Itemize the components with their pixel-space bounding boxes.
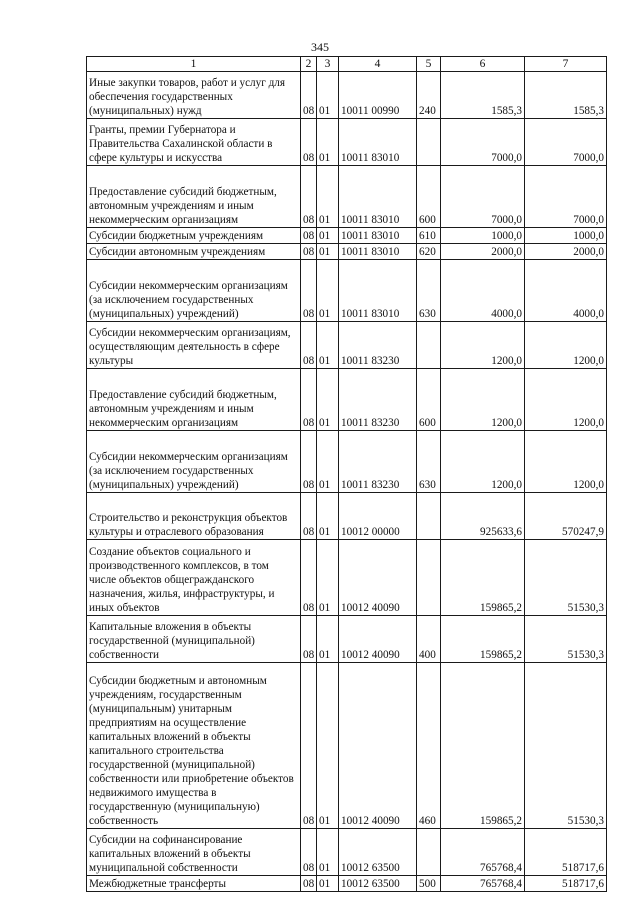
column-header: 4 xyxy=(339,57,417,72)
row-name-cell: Предоставление субсидий бюджетным, автономным учреждениям и иным некоммерческим организациям xyxy=(87,369,301,431)
row-c4-cell: 10011 83010 xyxy=(339,244,417,260)
row-c4-cell: 10012 40090 xyxy=(339,663,417,829)
row-c6-cell: 159865,2 xyxy=(441,540,525,616)
row-c5-cell xyxy=(417,322,441,369)
row-c3-cell: 01 xyxy=(317,876,339,892)
row-c7-cell: 7000,0 xyxy=(525,119,607,166)
row-name-cell: Субсидии некоммерческим организациям, осуществляющим деятельность в сфере культуры xyxy=(87,322,301,369)
row-c3-cell: 01 xyxy=(317,166,339,228)
row-c6-cell: 1585,3 xyxy=(441,72,525,119)
row-c5-cell: 620 xyxy=(417,244,441,260)
row-c5-cell: 630 xyxy=(417,431,441,493)
table-row xyxy=(87,616,607,663)
row-c7-cell: 518717,6 xyxy=(525,876,607,892)
table-row xyxy=(87,431,607,493)
column-header: 2 xyxy=(301,57,317,72)
row-c3-cell: 01 xyxy=(317,369,339,431)
row-c6-cell: 765768,4 xyxy=(441,876,525,892)
row-c4-cell: 10011 83010 xyxy=(339,228,417,244)
row-c5-cell: 400 xyxy=(417,616,441,663)
column-header: 3 xyxy=(317,57,339,72)
row-c3-cell: 01 xyxy=(317,322,339,369)
row-name-cell: Субсидии автономным учреждениям xyxy=(87,244,301,260)
row-c2-cell: 08 xyxy=(301,166,317,228)
table-row xyxy=(87,493,607,540)
row-name-cell: Предоставление субсидий бюджетным, автономным учреждениям и иным некоммерческим организациям xyxy=(87,166,301,228)
row-c3-cell: 01 xyxy=(317,493,339,540)
table-row xyxy=(87,72,607,119)
row-name-cell: Межбюджетные трансферты xyxy=(87,876,301,892)
row-c3-cell: 01 xyxy=(317,244,339,260)
row-c7-cell: 51530,3 xyxy=(525,663,607,829)
row-c5-cell xyxy=(417,493,441,540)
table-row xyxy=(87,260,607,322)
row-c4-cell: 10012 40090 xyxy=(339,616,417,663)
row-c7-cell: 1200,0 xyxy=(525,322,607,369)
row-c2-cell: 08 xyxy=(301,540,317,616)
row-c6-cell: 1200,0 xyxy=(441,322,525,369)
row-c4-cell: 10011 83010 xyxy=(339,166,417,228)
row-c6-cell: 159865,2 xyxy=(441,616,525,663)
table-row xyxy=(87,876,607,892)
row-c3-cell: 01 xyxy=(317,228,339,244)
row-c2-cell: 08 xyxy=(301,431,317,493)
budget-table xyxy=(86,56,607,892)
row-c3-cell: 01 xyxy=(317,72,339,119)
row-c2-cell: 08 xyxy=(301,616,317,663)
row-c5-cell: 460 xyxy=(417,663,441,829)
row-c7-cell: 51530,3 xyxy=(525,540,607,616)
row-c2-cell: 08 xyxy=(301,119,317,166)
row-c7-cell: 570247,9 xyxy=(525,493,607,540)
table-row xyxy=(87,540,607,616)
row-c2-cell: 08 xyxy=(301,493,317,540)
row-c6-cell: 1200,0 xyxy=(441,431,525,493)
row-c4-cell: 10011 83010 xyxy=(339,260,417,322)
row-c2-cell: 08 xyxy=(301,369,317,431)
row-c4-cell: 10012 40090 xyxy=(339,540,417,616)
row-c7-cell: 4000,0 xyxy=(525,260,607,322)
row-c5-cell: 240 xyxy=(417,72,441,119)
row-c3-cell: 01 xyxy=(317,431,339,493)
column-header: 1 xyxy=(87,57,301,72)
row-c5-cell: 600 xyxy=(417,166,441,228)
row-c6-cell: 765768,4 xyxy=(441,829,525,876)
row-name-cell: Строительство и реконструкция объектов культуры и отраслевого образования xyxy=(87,493,301,540)
row-c4-cell: 10011 83230 xyxy=(339,431,417,493)
row-c3-cell: 01 xyxy=(317,829,339,876)
row-c7-cell: 1200,0 xyxy=(525,431,607,493)
table-row xyxy=(87,369,607,431)
row-c6-cell: 2000,0 xyxy=(441,244,525,260)
row-c5-cell: 600 xyxy=(417,369,441,431)
row-c7-cell: 7000,0 xyxy=(525,166,607,228)
row-c7-cell: 2000,0 xyxy=(525,244,607,260)
row-c7-cell: 51530,3 xyxy=(525,616,607,663)
row-c2-cell: 08 xyxy=(301,876,317,892)
row-c5-cell xyxy=(417,119,441,166)
row-c3-cell: 01 xyxy=(317,260,339,322)
row-c7-cell: 1000,0 xyxy=(525,228,607,244)
row-c2-cell: 08 xyxy=(301,663,317,829)
row-c2-cell: 08 xyxy=(301,72,317,119)
row-name-cell: Создание объектов социального и производственного комплексов, в том числе объектов общегражданского назначения, жилья, инфраструктуры, и иных объектов xyxy=(87,540,301,616)
row-c5-cell xyxy=(417,829,441,876)
table-header-row xyxy=(87,57,607,72)
row-c2-cell: 08 xyxy=(301,322,317,369)
row-c3-cell: 01 xyxy=(317,119,339,166)
row-name-cell: Гранты, премии Губернатора и Правительства Сахалинской области в сфере культуры и искусства xyxy=(87,119,301,166)
column-header: 7 xyxy=(525,57,607,72)
table-row xyxy=(87,119,607,166)
row-c4-cell: 10012 00000 xyxy=(339,493,417,540)
row-c2-cell: 08 xyxy=(301,829,317,876)
row-c6-cell: 7000,0 xyxy=(441,166,525,228)
column-header: 5 xyxy=(417,57,441,72)
row-c2-cell: 08 xyxy=(301,228,317,244)
table-row xyxy=(87,663,607,829)
row-c5-cell: 500 xyxy=(417,876,441,892)
row-c4-cell: 10012 63500 xyxy=(339,829,417,876)
table-row xyxy=(87,244,607,260)
table-row xyxy=(87,228,607,244)
row-name-cell: Капитальные вложения в объекты государственной (муниципальной) собственности xyxy=(87,616,301,663)
row-c3-cell: 01 xyxy=(317,540,339,616)
row-c3-cell: 01 xyxy=(317,663,339,829)
row-name-cell: Иные закупки товаров, работ и услуг для обеспечения государственных (муниципальных) нужд xyxy=(87,72,301,119)
row-c6-cell: 4000,0 xyxy=(441,260,525,322)
page-number: 345 xyxy=(311,40,329,54)
row-c5-cell: 610 xyxy=(417,228,441,244)
row-c6-cell: 1200,0 xyxy=(441,369,525,431)
row-name-cell: Субсидии на софинансирование капитальных вложений в объекты муниципальной собственности xyxy=(87,829,301,876)
row-c7-cell: 1200,0 xyxy=(525,369,607,431)
row-c4-cell: 10011 83230 xyxy=(339,369,417,431)
column-header: 6 xyxy=(441,57,525,72)
row-c5-cell: 630 xyxy=(417,260,441,322)
row-c4-cell: 10012 63500 xyxy=(339,876,417,892)
row-name-cell: Субсидии некоммерческим организациям (за исключением государственных (муниципальных) учреждений) xyxy=(87,260,301,322)
row-c4-cell: 10011 00990 xyxy=(339,72,417,119)
row-c5-cell xyxy=(417,540,441,616)
row-c2-cell: 08 xyxy=(301,260,317,322)
row-c7-cell: 518717,6 xyxy=(525,829,607,876)
row-c4-cell: 10011 83010 xyxy=(339,119,417,166)
row-c7-cell: 1585,3 xyxy=(525,72,607,119)
table-row xyxy=(87,166,607,228)
row-c4-cell: 10011 83230 xyxy=(339,322,417,369)
table-row xyxy=(87,322,607,369)
row-c6-cell: 925633,6 xyxy=(441,493,525,540)
row-c6-cell: 1000,0 xyxy=(441,228,525,244)
row-c6-cell: 159865,2 xyxy=(441,663,525,829)
row-name-cell: Субсидии некоммерческим организациям (за исключением государственных (муниципальных) учреждений) xyxy=(87,431,301,493)
row-c6-cell: 7000,0 xyxy=(441,119,525,166)
row-name-cell: Субсидии бюджетным и автономным учреждениям, государственным (муниципальным) унитарным предприятиям на осуществление капитальных вложений в объекты капитального строительства государственной (муниципальной) собственности или приобретение объектов недвижимого имущества в государственную (муниципальную) собственность xyxy=(87,663,301,829)
table-row xyxy=(87,829,607,876)
row-c2-cell: 08 xyxy=(301,244,317,260)
row-c3-cell: 01 xyxy=(317,616,339,663)
row-name-cell: Субсидии бюджетным учреждениям xyxy=(87,228,301,244)
